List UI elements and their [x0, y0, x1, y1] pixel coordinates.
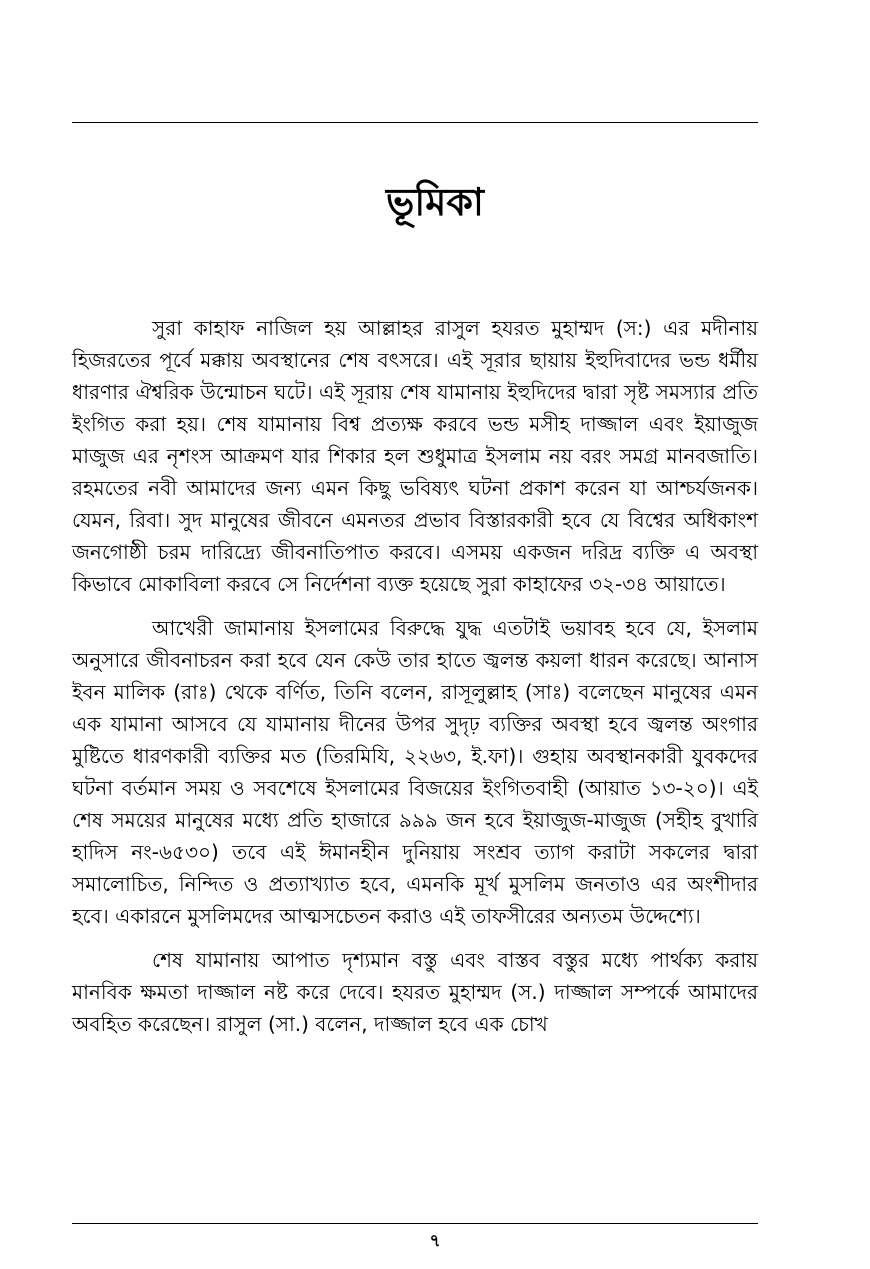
body-text — [72, 312, 758, 1040]
page-number: ৭ — [429, 1231, 441, 1251]
paragraph-1: সুরা কাহাফ নাজিল হয় আল্লাহর রাসুল হযরত মুহাম্মদ (স:) এর মদীনায় হিজরতের পূর্বে মক্কায় অবস্থানের শেষ বৎসরে। এই সূরার ছায়ায় ইহুদিবাদের ভন্ড ধর্মীয় ধারণার ঐশ্বরিক উন্মোচন ঘটে। এই সূরায় শেষ যামানায় ইহুদিদের দ্বারা সৃষ্ট সমস্যার প্রতি ইংগিত করা হয়। শেষ যামানায় বিশ্ব প্রত্যক্ষ করবে ভন্ড মসীহ দাজ্জাল এবং ইয়াজুজ মাজুজ এর নৃশংস আক্রমণ যার শিকার হল শুধুমাত্র ইসলাম নয় বরং সমগ্র মানবজাতি। রহমতের নবী আমাদের জন্য এমন কিছু ভবিষ্যৎ ঘটনা প্রকাশ করেন যা আশ্চর্যজনক। যেমন, রিবা। সুদ মানুষের জীবনে এমনতর প্রভাব বিস্তারকারী হবে যে বিশ্বের অধিকাংশ জনগোষ্ঠী চরম দারিদ্র্যে জীবনাতিপাত করবে। এসময় একজন দরিদ্র ব্যক্তি এ অবস্থা কিভাবে মোকাবিলা করবে সে নির্দেশনা ব্যক্ত হয়েছে সুরা কাহাফের ৩২-৩৪ আয়াতে। — [72, 316, 758, 596]
top-rule — [72, 122, 758, 123]
paragraph-3: শেষ যামানায় আপাত দৃশ্যমান বস্তু এবং বাস্তব বস্তুর মধ্যে পার্থক্য করায় মানবিক ক্ষমতা দাজ্জাল নষ্ট করে দেবে। হযরত মুহাম্মদ (স.) দাজ্জাল সম্পর্কে আমাদের অবহিত করেছেন। রাসুল (সা.) বলেন, দাজ্জাল হবে এক চোখ — [72, 948, 758, 1036]
bottom-rule — [72, 1223, 758, 1224]
page-title: ভূমিকা — [386, 180, 484, 225]
paragraph-2: আখেরী জামানায় ইসলামের বিরুদ্ধে যুদ্ধ এতটাই ভয়াবহ হবে যে, ইসলাম অনুসারে জীবনাচরন করা হবে যেন কেউ তার হাতে জ্বলন্ত কয়লা ধারন করেছে। আনাস ইবন মালিক (রাঃ) থেকে বর্ণিত, তিনি বলেন, রাসূলুল্লাহ (সাঃ) বলেছেন মানুষের এমন এক যামানা আসবে যে যামানায় দীনের উপর সুদৃঢ় ব্যক্তির অবস্থা হবে জ্বলন্ত অংগার মুষ্টিতে ধারণকারী ব্যক্তির মত (তিরমিযি, ২২৬৩, ই.ফা)। গুহায় অবস্থানকারী যুবকদের ঘটনা বর্তমান সময় ও সবশেষে ইসলামের বিজয়ের ইংগিতবাহী (আয়াত ১৩-২০)। এই শেষ সময়ের মানুষের মধ্যে প্রতি হাজারে ৯৯৯ জন হবে ইয়াজুজ-মাজুজ (সহীহ বুখারি হাদিস নং-৬৫৩০) তবে এই ঈমানহীন দুনিয়ায় সংশ্রব ত্যাগ করাটা সকলের দ্বারা সমালোচিত, নিন্দিত ও প্রত্যাখ্যাত হবে, এমনকি মূর্খ মুসলিম জনতাও এর অংশীদার হবে। একারনে মুসলিমদের আত্মসচেতন করাও এই তাফসীরের অন্যতম উদ্দেশ্যে। — [72, 616, 758, 928]
